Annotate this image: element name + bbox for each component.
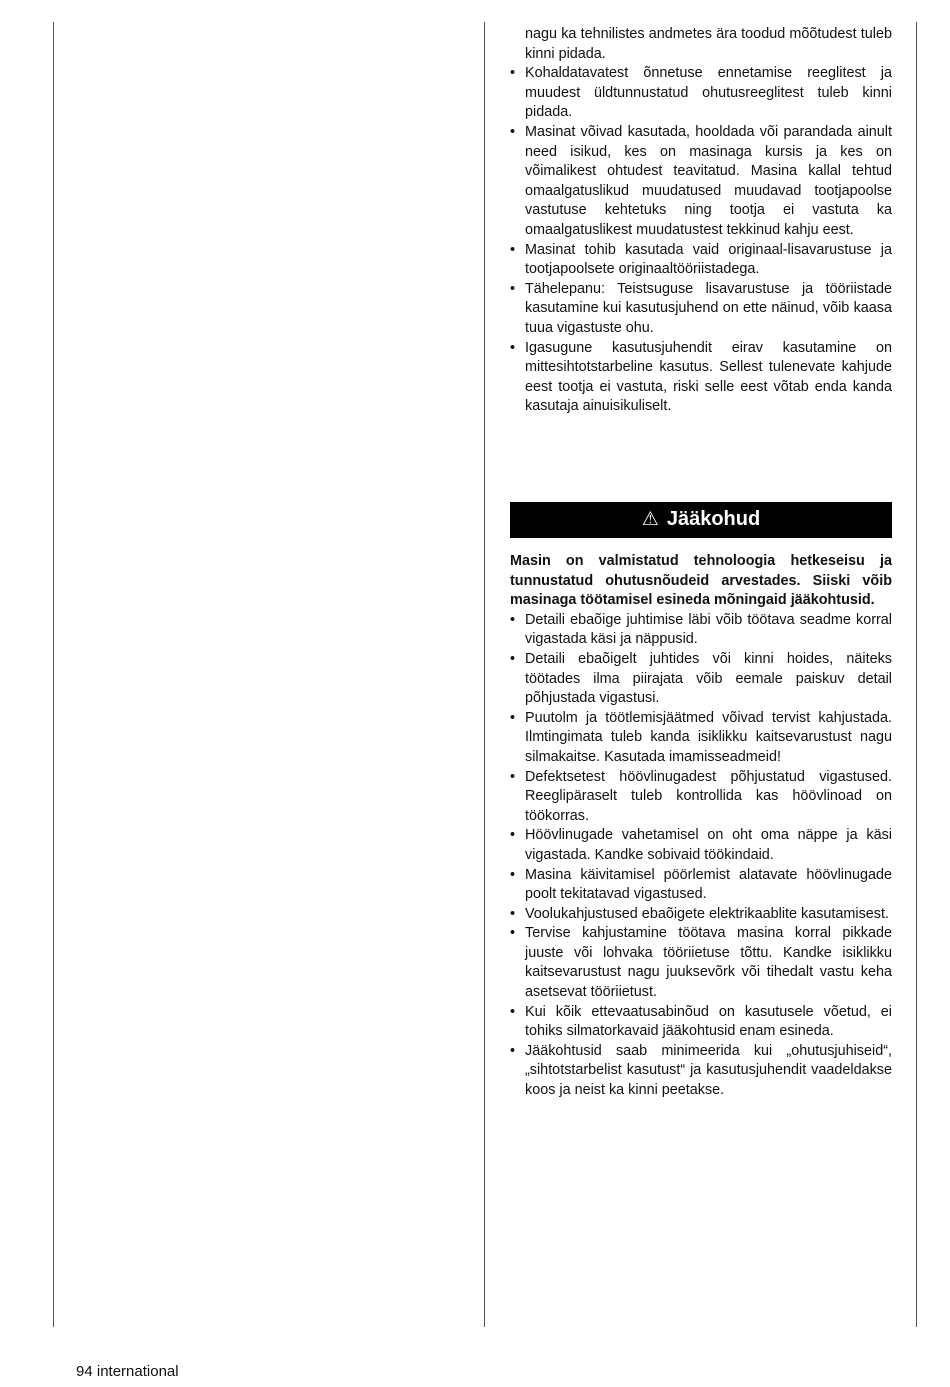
section-heading — [510, 502, 892, 538]
section-title: Jääkohud — [666, 508, 761, 531]
list-item-continuation: nagu ka tehnilistes andmetes ära toodud mõõtudest tuleb kinni pidada. — [525, 26, 892, 62]
list-item: • Voolukahjustused ebaõigete elektrikaablite kasutamisest. — [510, 905, 892, 925]
list-item: • Masinat tohib kasutada vaid originaal-lisavarustuse ja tootjapoolsete originaaltööriistadega. — [510, 241, 892, 280]
list-item: • Detaili ebaõigelt juhtides või kinni hoides, näiteks töötades ilma piirajata võib eemale paiskuv detail põhjustada vigastusi. — [510, 650, 892, 709]
list-item: • Höövlinugade vahetamisel on oht oma näppe ja käsi vigastada. Kandke sobivaid töökindaid. — [510, 826, 892, 865]
safety-rules-section — [510, 25, 892, 417]
footer-label: international — [96, 1363, 179, 1380]
list-item: • Jääkohtusid saab minimeerida kui „ohutusjuhiseid“, „sihtotstarbelist kasutust“ ja kasutusjuhendit vaadeldakse koos ja neist ka kinni peetakse. — [510, 1042, 892, 1101]
residual-risks-section — [510, 502, 892, 1101]
residual-risks-list — [510, 611, 892, 1101]
page-number: 94 — [76, 1363, 93, 1380]
list-item: • Masinat võivad kasutada, hooldada või parandada ainult need isikud, kes on masinaga kursis ja kes on võimalikest ohtudest teavitatud. Masina kallal tehtud omaalgatuslikud muudatused muudavad tootjapoolse vastutuse kehtetuks ning tootja ei vastuta ka omaalgatuslikest muudatustest tekkinud kahju eest. — [510, 123, 892, 241]
list-item: • Tähelepanu: Teistsuguse lisavarustuse ja tööriistade kasutamine kui kasutusjuhend on ette näinud, võib kaasa tuua vigastuste ohu. — [510, 280, 892, 339]
list-item: • Kohaldatavatest õnnetuse ennetamise reeglitest ja muudest üldtunnustatud ohutusreeglitest tuleb kinni pidada. — [510, 64, 892, 123]
column-divider-middle — [484, 22, 485, 1327]
warning-triangle-icon: ⚠ — [641, 509, 659, 531]
list-item: • Defektsetest höövlinugadest põhjustatud vigastused. Reeglipäraselt tuleb kontrollida kas höövlinoad on töökorras. — [510, 768, 892, 827]
list-item: • Tervise kahjustamine töötava masina korral pikkade juuste või lohvaka tööriietuse tõttu. Kandke isiklikku kaitsevarustust nagu juuksevõrk või tihedalt vastu keha asetsevat tööriietust. — [510, 924, 892, 1002]
page-footer — [76, 1362, 179, 1382]
column-divider-right — [916, 22, 917, 1327]
column-divider-left — [53, 22, 54, 1327]
list-item: • Igasugune kasutusjuhendit eirav kasutamine on mittesihtotstarbeline kasutus. Sellest tulenevate kahjude eest tootja ei vastuta, riski selle eest võtab enda kanda kasutaja ainuisikuliselt. — [510, 339, 892, 417]
list-item: • Kui kõik ettevaatusabinõud on kasutusele võetud, ei tohiks silmatorkavaid jääkohtusid enam esineda. — [510, 1003, 892, 1042]
list-item: • Masina käivitamisel pöörlemist alatavate höövlinugade poolt tekitatavad vigastused. — [510, 866, 892, 905]
list-item: • Puutolm ja töötlemisjäätmed võivad tervist kahjustada. Ilmtingimata tuleb kanda isiklikku kaitsevarustust nagu silmakaitse. Kasutada imamisseadmeid! — [510, 709, 892, 768]
safety-rules-list — [510, 25, 892, 417]
list-item: • Detaili ebaõige juhtimise läbi võib töötava seadme korral vigastada käsi ja näppusid. — [510, 611, 892, 650]
section-intro: Masin on valmistatud tehnoloogia hetkeseisu ja tunnustatud ohutusnõudeid arvestades. Siiski võib masinaga töötamisel esineda mõningaid jääkohtusid. — [510, 553, 892, 609]
